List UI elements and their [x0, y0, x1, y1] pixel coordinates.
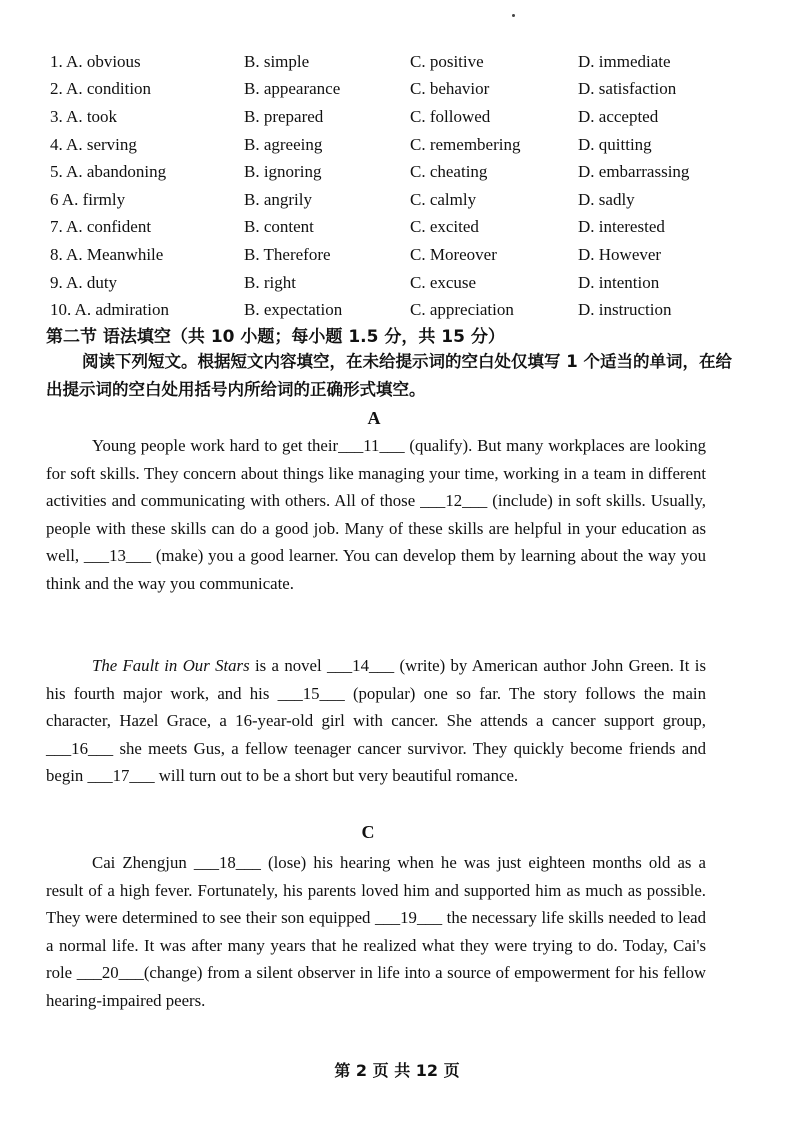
- option-item: B. agreeing: [244, 134, 323, 154]
- option-item: C. Moreover: [410, 244, 497, 264]
- option-item: D. sadly: [578, 189, 635, 209]
- option-item: C. calmly: [410, 189, 477, 209]
- option-item: D. embarrassing: [578, 162, 690, 182]
- option-item: B. prepared: [244, 106, 324, 126]
- scan-speck: [512, 14, 515, 17]
- passage-a-text: Young people work hard to get their___11___ (qualify). But many workplaces are looking for soft skills. They concern about things like managing your time, working in a team in different activities and communicating with others. All of those ___12___ (include) in soft skills. Usually, people with these skills can do a good job. Many of these skills are helpful in your education as well, ___13___ (make) you a good learner. You can develop them by learning about the way you think and the way you communicate.: [46, 436, 706, 593]
- option-item: C. remembering: [410, 134, 521, 154]
- passage-b-text: is a novel ___14___ (write) by American author John Green. It is his fourth major work, and his ___15___ (popular) one so far. The story follows the main character, Hazel Grace, a 16-year-old girl with cancer. She attends a cancer support group, ___16___ she meets Gus, a fellow teenager cancer survivor. They quickly become friends and begin ___17___ will turn out to be a short but very beautiful romance.: [46, 656, 706, 786]
- passage-c: [46, 849, 706, 1015]
- option-row: [50, 76, 770, 104]
- passage-c-heading: C: [361, 822, 375, 842]
- option-item: C. excuse: [410, 272, 477, 292]
- passage-a-heading: A: [367, 408, 381, 428]
- passage-b: [46, 652, 706, 790]
- option-item: D. interested: [578, 217, 665, 237]
- option-row: [50, 103, 770, 131]
- passage-a: [46, 432, 706, 598]
- option-row: [50, 186, 770, 214]
- option-item: C. cheating: [410, 162, 488, 182]
- option-item: D. immediate: [578, 51, 671, 71]
- option-item: 10. A. admiration: [50, 300, 169, 320]
- option-item: B. appearance: [244, 79, 341, 99]
- option-item: 1. A. obvious: [50, 51, 141, 71]
- option-row: [50, 269, 770, 297]
- option-item: 3. A. took: [50, 106, 118, 126]
- option-item: D. satisfaction: [578, 79, 677, 99]
- option-row: [50, 48, 770, 76]
- option-item: 2. A. condition: [50, 79, 152, 99]
- option-item: 9. A. duty: [50, 272, 118, 292]
- option-item: B. expectation: [244, 300, 343, 320]
- option-item: B. simple: [244, 51, 310, 71]
- option-item: D. accepted: [578, 106, 659, 126]
- option-row: [50, 214, 770, 242]
- option-item: B. ignoring: [244, 162, 322, 182]
- options-grid: [50, 48, 770, 324]
- option-item: B. content: [244, 217, 314, 237]
- option-item: D. instruction: [578, 300, 672, 320]
- option-row: [50, 241, 770, 269]
- option-item: 6 A. firmly: [50, 189, 126, 209]
- option-item: C. followed: [410, 106, 491, 126]
- option-item: 5. A. abandoning: [50, 162, 167, 182]
- option-item: D. intention: [578, 272, 660, 292]
- option-item: C. appreciation: [410, 300, 514, 320]
- passage-b-title: The Fault in Our Stars: [92, 656, 250, 675]
- option-item: C. positive: [410, 51, 484, 71]
- option-row: [50, 296, 770, 324]
- option-item: B. Therefore: [244, 244, 331, 264]
- option-item: 4. A. serving: [50, 134, 137, 154]
- option-row: [50, 158, 770, 186]
- passage-c-text: Cai Zhengjun ___18___ (lose) his hearing when he was just eighteen months old as a result of a high fever. Fortunately, his parents loved him and supported him as much as possible. They were determined to see their son equipped ___19___ the necessary life skills needed to lead a normal life. It was after many years that he realized what they were trying to do. Today, Cai's role ___20___(change) from a silent observer in life into a source of empowerment for his fellow hearing-impaired peers.: [46, 853, 706, 1010]
- option-item: 8. A. Meanwhile: [50, 244, 164, 264]
- page-footer: 第 2 页 共 12 页: [334, 1061, 460, 1080]
- option-row: [50, 131, 770, 159]
- option-item: D. However: [578, 244, 662, 264]
- option-item: C. behavior: [410, 79, 490, 99]
- option-item: 7. A. confident: [50, 217, 152, 237]
- option-item: C. excited: [410, 217, 479, 237]
- option-item: D. quitting: [578, 134, 652, 154]
- section-title: 第二节 语法填空（共 10 小题；每小题 1.5 分，共 15 分）: [46, 327, 505, 347]
- option-item: B. angrily: [244, 189, 312, 209]
- instructions: 阅读下列短文。根据短文内容填空，在未给提示词的空白处仅填写 1 个适当的单词，在给出提示词的空白处用括号内所给词的正确形式填空。: [46, 352, 732, 399]
- option-item: B. right: [244, 272, 296, 292]
